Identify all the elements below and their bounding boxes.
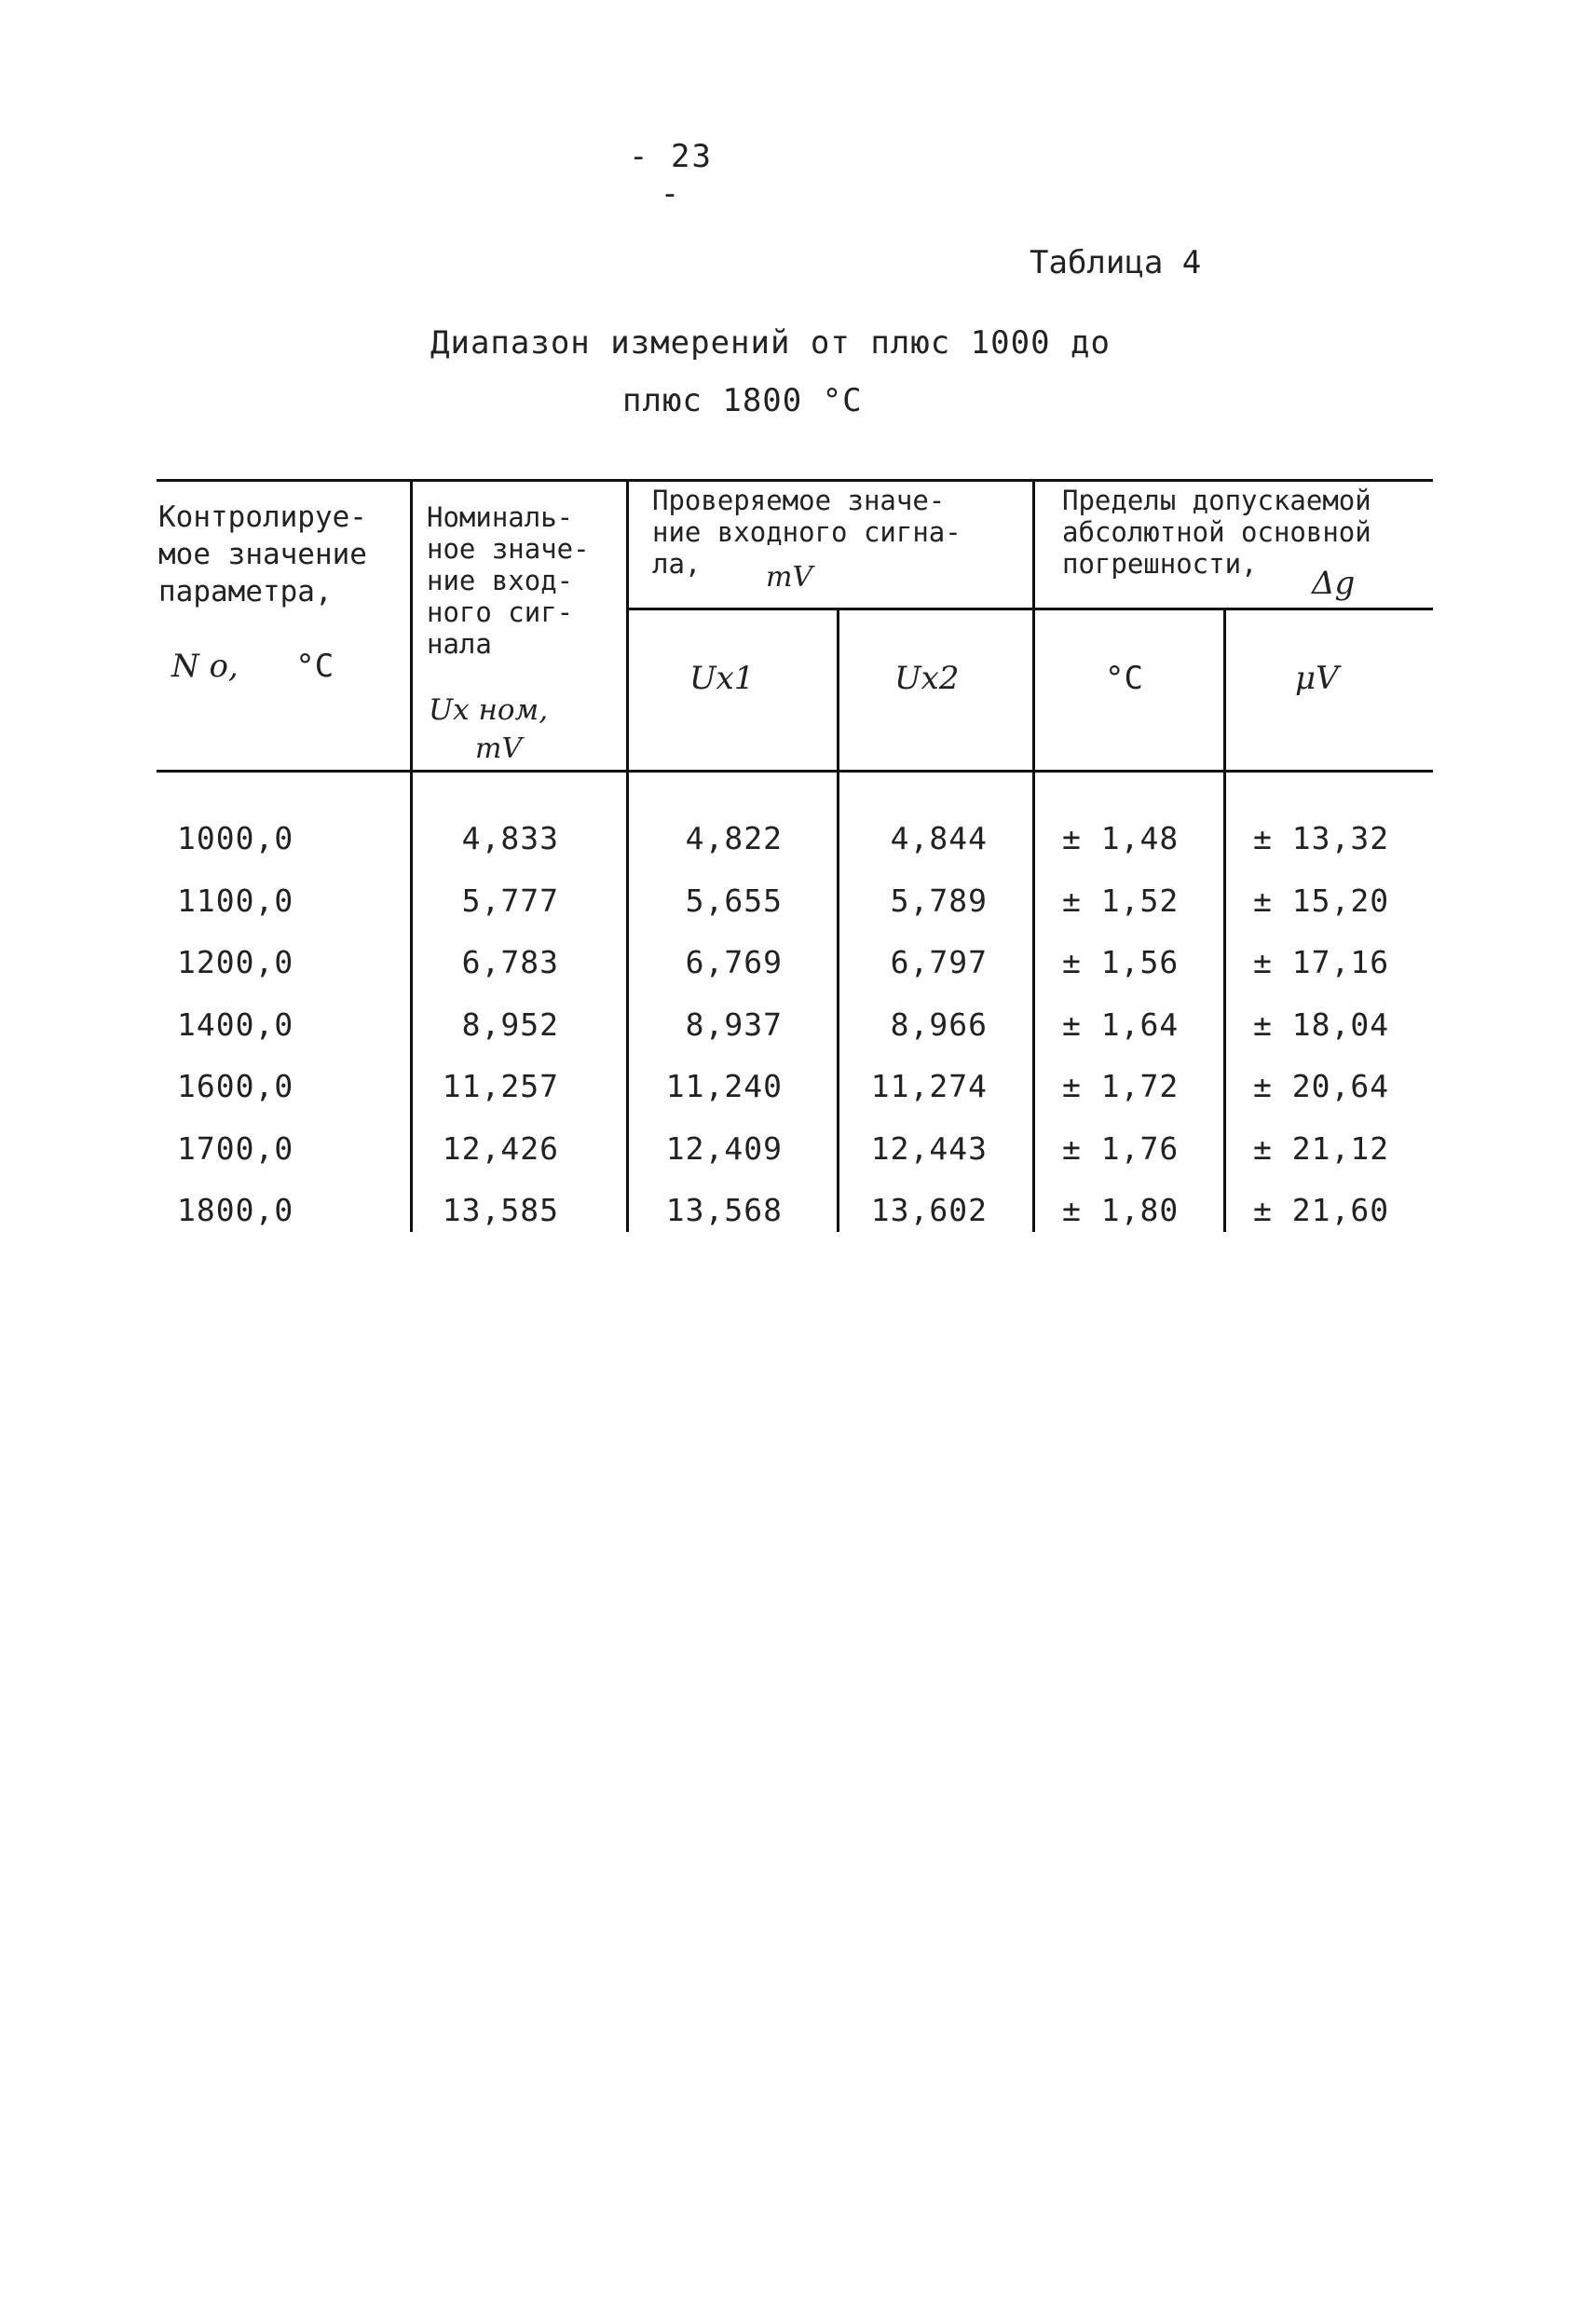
cell-ux2: 12,443 <box>870 1129 988 1167</box>
table-top-rule <box>157 479 1433 482</box>
cell-ux1: 11,240 <box>665 1068 783 1104</box>
cell-ux1: 6,769 <box>685 944 783 980</box>
header-checked-value: Проверяемое значе- ние входного сигна- ла, <box>652 485 962 580</box>
header-nominal-unit: mV <box>475 732 523 765</box>
header-error-degc: °C <box>1105 660 1143 697</box>
cell-ux2: 11,274 <box>870 1068 988 1104</box>
header-ux1: Ux1 <box>689 660 755 697</box>
header-nominal-value: Номиналь- ное значе- ние вход- ного сиг- нала <box>427 501 590 660</box>
cell-nominal-value: 6,783 <box>461 944 559 980</box>
cell-ux1: 8,937 <box>685 1006 783 1043</box>
cell-controlled-value: 1200,0 <box>177 944 294 980</box>
cell-error-degc: ± 1,72 <box>1062 1068 1180 1104</box>
cell-controlled-value: 1400,0 <box>177 1006 294 1043</box>
header-error-limits: Пределы допускаемой абсолютной основной погрешности, <box>1062 485 1371 580</box>
table-row <box>0 1192 1596 1253</box>
controlled-unit-text: °C <box>295 648 334 685</box>
cell-controlled-value: 1000,0 <box>177 820 294 856</box>
cell-error-microvolt: ± 21,12 <box>1253 1129 1390 1167</box>
table-row <box>0 820 1596 882</box>
cell-ux2: 5,789 <box>890 882 988 919</box>
table-row <box>0 1006 1596 1068</box>
table-caption-line1: Диапазон измерений от плюс 1000 до <box>430 324 1111 362</box>
cell-ux1: 5,655 <box>685 882 783 919</box>
nominal-symbol-text: Ux ном, <box>429 693 549 727</box>
cell-controlled-value: 1800,0 <box>177 1192 294 1228</box>
cell-error-degc: ± 1,76 <box>1062 1129 1180 1167</box>
table-caption-line2 <box>622 382 863 419</box>
cell-ux2: 8,966 <box>890 1006 988 1043</box>
cell-error-microvolt: ± 18,04 <box>1253 1006 1390 1043</box>
cell-nominal-value: 5,777 <box>461 882 559 919</box>
header-error-microvolt: μV <box>1295 660 1339 697</box>
cell-controlled-value: 1700,0 <box>177 1129 294 1167</box>
cell-controlled-value: 1600,0 <box>177 1068 294 1104</box>
header-controlled-value: Контролируе- мое значение параметра, <box>158 500 367 609</box>
cell-ux2: 4,844 <box>890 820 988 856</box>
cell-ux2: 6,797 <box>890 944 988 980</box>
cell-error-microvolt: ± 21,60 <box>1253 1192 1390 1228</box>
cell-error-microvolt: ± 20,64 <box>1253 1068 1390 1104</box>
cell-ux1: 12,409 <box>665 1129 783 1167</box>
table-row <box>0 1068 1596 1129</box>
cell-error-degc: ± 1,80 <box>1062 1192 1180 1228</box>
cell-error-degc: ± 1,48 <box>1062 820 1180 856</box>
table-row <box>0 882 1596 944</box>
header-controlled-symbol <box>171 648 334 685</box>
cell-error-microvolt: ± 15,20 <box>1253 882 1390 919</box>
group-header-rule <box>626 608 1433 610</box>
caption-line2-unit: °C <box>822 382 863 419</box>
table-row <box>0 1130 1596 1192</box>
header-nominal-symbol <box>429 693 548 727</box>
cell-ux2: 13,602 <box>870 1192 988 1228</box>
header-error-symbol: Δg <box>1312 565 1356 602</box>
cell-nominal-value: 4,833 <box>461 820 559 856</box>
cell-ux1: 4,822 <box>685 820 783 856</box>
cell-error-microvolt: ± 13,32 <box>1253 820 1390 856</box>
cell-error-degc: ± 1,64 <box>1062 1006 1180 1043</box>
header-bottom-rule <box>157 770 1433 773</box>
controlled-symbol-text: N o, <box>171 648 239 685</box>
page-number: - 23 - <box>629 138 713 212</box>
cell-nominal-value: 11,257 <box>442 1068 559 1104</box>
header-checked-unit: mV <box>766 561 813 594</box>
cell-ux1: 13,568 <box>665 1192 783 1228</box>
caption-line2-text: плюс 1800 <box>622 382 823 419</box>
cell-controlled-value: 1100,0 <box>177 882 294 919</box>
cell-error-microvolt: ± 17,16 <box>1253 944 1390 980</box>
cell-nominal-value: 13,585 <box>442 1192 559 1228</box>
cell-error-degc: ± 1,52 <box>1062 882 1180 919</box>
table-label: Таблица 4 <box>1030 244 1202 281</box>
cell-nominal-value: 8,952 <box>461 1006 559 1043</box>
table-row <box>0 944 1596 1006</box>
cell-error-degc: ± 1,56 <box>1062 944 1180 980</box>
header-ux2: Ux2 <box>894 660 960 697</box>
cell-nominal-value: 12,426 <box>442 1129 559 1167</box>
